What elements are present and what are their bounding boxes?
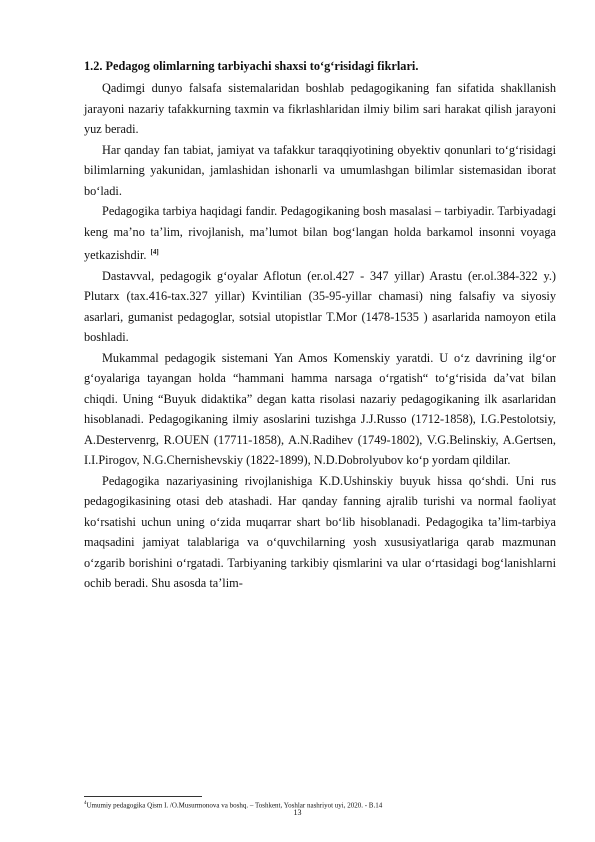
footnote-reference[interactable]: [4] bbox=[150, 248, 159, 256]
page-number: 13 bbox=[293, 808, 302, 817]
paragraph-3 bbox=[84, 201, 556, 266]
footnote-divider bbox=[84, 796, 202, 797]
footnote-text: Umumiy pedagogika Qism I. /O.Musurmonova va boshq. – Toshkent, Yoshlar nashriyot uyi, 2020. - B.14 bbox=[86, 801, 383, 810]
paragraph-3-text: Pedagogika tarbiya haqidagi fandir. Pedagogikaning bosh masalasi – tarbiyadir. Tarbiyadagi keng ma’no ta’lim, rivojlanish, ma’lumot bilan bog‘langan holda barkamol insonni voyaga yetkazishdir. bbox=[84, 204, 556, 263]
paragraph-2: Har qanday fan tabiat, jamiyat va tafakkur taraqqiyotining obyektiv qonunlari to‘g‘risidagi bilimlarning yakunidan, jamlashidan ishonarli va umumlashgan bilimlar sistemasidan iborat bo‘ladi. bbox=[84, 142, 556, 198]
paragraph-4: Dastavval, pedagogik g‘oyalar Aflotun (er.ol.427 - 347 yillar) Arastu (er.ol.384-322 y.) Plutarx (tax.416-tax.327 yillar) Kvintilian (35-95-yillar chamasi) ning falsafiy va siyosiy asarlari, gumanist pedagoglar, sotsial utopistlar T.Mor (1478-1535 ) asarlarida namoyon etila boshladi. bbox=[84, 268, 556, 345]
paragraph-5: Mukammal pedagogik sistemani Yan Amos Komenskiy yaratdi. U o‘z davrining ilg‘or g‘oyalariga tayangan holda “hammani hamma narsaga o‘rgatish“ to‘g‘risida da’vat bilan chiqdi. Uning “Buyuk didaktika” degan katta risolasi nazariy pedagogikaning ilk asarlaridan hisoblanadi. Pedagogikaning ilmiy asoslarini tuzishga J.J.Russo (1712-1858), I.G.Pestolotsiy, A.Destervenrg, R.OUEN (17711-1858), A.N.Radihev (1749-1802), V.G.Belinskiy, A.Gertsen, I.I.Pirogov, N.G.Chernishevskiy (1822-1899), N.D.Dobrolyubov ko‘p yordam qildilar. bbox=[84, 350, 556, 468]
section-heading: 1.2. Pedagog olimlarning tarbiyachi shaxsi to‘g‘risidagi fikrlari. bbox=[84, 59, 419, 73]
page-content bbox=[84, 56, 556, 594]
paragraph-6: Pedagogika nazariyasining rivojlanishiga K.D.Ushinskiy buyuk hissa qo‘shdi. Uni rus pedagogikasining otasi deb atashadi. Har qanday fanning ajralib turishi va normal faoliyat ko‘rsatishi uchun uning o‘zida muqarrar shart bo‘lib hisoblanadi. Pedagogika ta’lim-tarbiya maqsadini jamiyat talablariga va o‘quvchilarning yosh xususiyatlariga qarab mazmunan o‘zgarib borishini o‘rgatadi. Tarbiyaning tarkibiy qismlarini va ular o‘rtasidagi bog‘lanishlarni ochib beradi. Shu asosda ta’lim- bbox=[84, 473, 556, 591]
footnote-marker: 4 bbox=[84, 801, 87, 806]
paragraph-1: Qadimgi dunyo falsafa sistemalaridan boshlab pedagogikaning fan sifatida shakllanish jarayoni nazariy tafakkurning taxmin va fikrlashlaridan ilmiy bilim sari harakat qilish jarayoni yuz beradi. bbox=[84, 81, 556, 136]
